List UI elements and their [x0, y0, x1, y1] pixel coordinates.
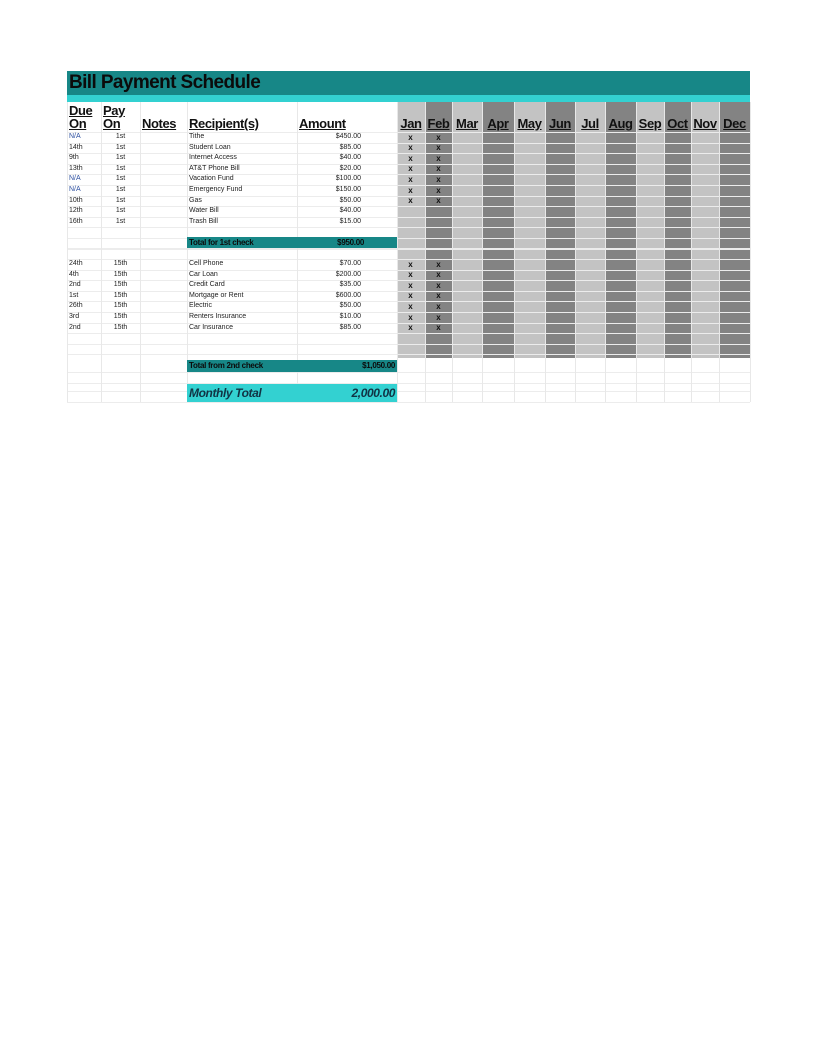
due-date: N/A — [69, 133, 81, 140]
month-column-may — [514, 102, 545, 358]
month-column-dec — [719, 102, 750, 358]
paid-mark-jan[interactable]: x — [408, 185, 413, 195]
amount-value: $10.00 — [339, 313, 361, 320]
grid-row-line — [67, 344, 750, 345]
month-column-nov — [691, 102, 719, 358]
header-month-jul: Jul — [581, 116, 599, 131]
paid-mark-jan[interactable]: x — [408, 280, 413, 290]
pay-date: 1st — [115, 143, 126, 151]
amount-value: $85.00 — [339, 323, 361, 331]
grid-row-line — [67, 248, 750, 249]
grid-row-line — [67, 383, 750, 384]
due-date: 14th — [69, 143, 83, 151]
amount-value: $100.00 — [335, 175, 361, 183]
header-month-jun: Jun — [549, 116, 571, 131]
pay-date: 1st — [115, 164, 126, 172]
pay-date: 1st — [115, 217, 126, 225]
sheet-title: Bill Payment Schedule — [67, 71, 750, 95]
pay-date: 1st — [115, 196, 126, 204]
paid-mark-jan[interactable]: x — [408, 143, 413, 153]
amount-value: $150.00 — [335, 186, 361, 193]
header-pay-line2: On — [103, 116, 121, 131]
paid-mark-jan[interactable]: x — [408, 270, 413, 280]
header-month-may: May — [517, 116, 542, 131]
pay-date: 15th — [113, 281, 128, 289]
pay-date: 1st — [115, 154, 126, 162]
grid-column-line — [545, 102, 546, 402]
grid-column-line — [750, 102, 751, 402]
header-notes: Notes — [142, 116, 177, 131]
recipient-name: Mortgage or Rent — [189, 291, 244, 299]
due-date: 24th — [69, 260, 83, 267]
header-recipient: Recipient(s) — [189, 116, 259, 131]
grid-column-line — [514, 102, 515, 402]
paid-mark-feb[interactable]: x — [436, 132, 441, 142]
due-date: 4th — [69, 270, 79, 278]
grid-column-line — [636, 102, 637, 402]
total-second-check-amount: $1,050.00 — [362, 361, 395, 370]
monthly-total-label: Monthly Total — [189, 386, 262, 400]
amount-value: $50.00 — [339, 196, 361, 204]
paid-mark-jan[interactable]: x — [408, 259, 413, 269]
due-date: N/A — [69, 186, 81, 193]
pay-date: 15th — [113, 270, 128, 278]
grid-row-line — [67, 238, 750, 239]
due-date: 13th — [69, 164, 83, 172]
month-column-mar — [452, 102, 482, 358]
amount-value: $35.00 — [339, 281, 361, 289]
header-month-feb: Feb — [427, 116, 450, 131]
paid-mark-feb[interactable]: x — [436, 153, 441, 163]
due-date: 9th — [69, 154, 79, 162]
pay-date: 15th — [113, 323, 128, 331]
month-column-oct — [664, 102, 691, 358]
recipient-name: Student Loan — [189, 143, 231, 151]
paid-mark-feb[interactable]: x — [436, 164, 441, 174]
recipient-name: Electric — [189, 302, 212, 310]
due-date: 2nd — [69, 281, 81, 289]
recipient-name: Emergency Fund — [189, 186, 243, 193]
grid-column-line — [719, 102, 720, 402]
header-month-nov: Nov — [693, 116, 717, 131]
amount-value: $50.00 — [339, 302, 361, 310]
header-month-dec: Dec — [723, 116, 746, 131]
grid-row-line — [67, 372, 750, 373]
grid-row-line — [67, 402, 750, 403]
amount-value: $15.00 — [339, 217, 361, 225]
grid-row-line — [67, 227, 750, 228]
header-month-apr: Apr — [487, 116, 509, 131]
amount-value: $85.00 — [339, 143, 361, 151]
due-date: 3rd — [69, 313, 80, 320]
recipient-name: Gas — [189, 196, 202, 204]
pay-date: 15th — [113, 313, 128, 320]
paid-mark-feb[interactable]: x — [436, 301, 441, 311]
paid-mark-feb[interactable]: x — [436, 196, 441, 206]
header-month-aug: Aug — [608, 116, 633, 131]
recipient-name: Trash Bill — [189, 217, 218, 225]
grid-column-line — [575, 102, 576, 402]
recipient-name: Cell Phone — [189, 260, 224, 267]
monthly-total-amount: 2,000.00 — [351, 386, 395, 400]
grid-column-line — [691, 102, 692, 402]
recipient-name: Water Bill — [189, 207, 219, 215]
grid-column-line — [482, 102, 483, 402]
paid-mark-feb[interactable]: x — [436, 323, 441, 333]
grid-column-line — [187, 102, 188, 402]
paid-mark-jan[interactable]: x — [408, 323, 413, 333]
title-accent-strip — [67, 95, 750, 102]
paid-mark-feb[interactable]: x — [436, 312, 441, 322]
amount-value: $70.00 — [339, 260, 361, 267]
paid-mark-jan[interactable]: x — [408, 153, 413, 163]
amount-value: $450.00 — [335, 133, 361, 140]
amount-value: $600.00 — [335, 291, 361, 299]
grid-column-line — [67, 102, 68, 402]
total-second-check — [187, 360, 397, 372]
grid-row-line — [67, 249, 750, 250]
paid-mark-jan[interactable]: x — [408, 312, 413, 322]
pay-date: 15th — [113, 302, 128, 310]
paid-mark-feb[interactable]: x — [436, 143, 441, 153]
amount-value: $20.00 — [339, 164, 361, 172]
due-date: 10th — [69, 196, 83, 204]
paid-mark-feb[interactable]: x — [436, 185, 441, 195]
recipient-name: Credit Card — [189, 281, 225, 289]
pay-date: 1st — [115, 186, 126, 193]
total-second-check-label: Total from 2nd check — [189, 361, 263, 370]
pay-date: 1st — [115, 175, 126, 183]
header-month-oct: Oct — [667, 116, 688, 131]
pay-date: 15th — [113, 291, 128, 299]
header-due-line1: Due — [69, 103, 93, 118]
paid-mark-jan[interactable]: x — [408, 196, 413, 206]
month-column-sep — [636, 102, 664, 358]
grid-column-line — [452, 102, 453, 402]
grid-column-line — [664, 102, 665, 402]
total-first-check-amount: $950.00 — [337, 238, 364, 247]
paid-mark-jan[interactable]: x — [408, 174, 413, 184]
pay-date: 15th — [113, 260, 128, 267]
monthly-total — [187, 384, 397, 402]
amount-value: $40.00 — [339, 207, 361, 215]
header-amount: Amount — [299, 116, 346, 131]
paid-mark-feb[interactable]: x — [436, 174, 441, 184]
recipient-name: Car Insurance — [189, 323, 233, 331]
grid-row-line — [67, 333, 750, 334]
due-date: 1st — [69, 291, 79, 299]
due-date: 2nd — [69, 323, 81, 331]
month-column-apr — [482, 102, 514, 358]
month-column-jun — [545, 102, 575, 358]
paid-mark-jan[interactable]: x — [408, 132, 413, 142]
month-column-aug — [605, 102, 636, 358]
paid-mark-feb[interactable]: x — [436, 291, 441, 301]
grid-column-line — [140, 102, 141, 402]
due-date: 12th — [69, 207, 83, 215]
recipient-name: Renters Insurance — [189, 313, 247, 320]
total-first-check-label: Total for 1st check — [189, 238, 254, 247]
total-first-check — [187, 237, 397, 248]
paid-mark-feb[interactable]: x — [436, 280, 441, 290]
header-month-mar: Mar — [456, 116, 478, 131]
header-month-jan: Jan — [400, 116, 422, 131]
paid-mark-jan[interactable]: x — [408, 301, 413, 311]
header-pay-line1: Pay — [103, 103, 125, 118]
amount-value: $200.00 — [335, 270, 361, 278]
recipient-name: Vacation Fund — [189, 175, 234, 183]
pay-date: 1st — [115, 207, 126, 215]
schedule-grid — [67, 102, 750, 402]
grid-row-line — [67, 206, 750, 207]
pay-date: 1st — [115, 133, 126, 140]
due-date: 16th — [69, 217, 83, 225]
paid-mark-feb[interactable]: x — [436, 259, 441, 269]
paid-mark-jan[interactable]: x — [408, 291, 413, 301]
paid-mark-feb[interactable]: x — [436, 270, 441, 280]
grid-row-line — [67, 217, 750, 218]
recipient-name: Car Loan — [189, 270, 218, 278]
grid-row-line — [67, 354, 750, 355]
grid-column-line — [605, 102, 606, 402]
header-due-line2: On — [69, 116, 87, 131]
amount-value: $40.00 — [339, 154, 361, 162]
header-month-sep: Sep — [638, 116, 662, 131]
due-date: N/A — [69, 175, 81, 183]
recipient-name: Tithe — [189, 133, 205, 140]
recipient-name: AT&T Phone Bill — [189, 164, 240, 172]
grid-row-line — [67, 391, 750, 392]
due-date: 26th — [69, 302, 83, 310]
paid-mark-jan[interactable]: x — [408, 164, 413, 174]
month-column-jul — [575, 102, 605, 358]
recipient-name: Internet Access — [189, 154, 237, 162]
